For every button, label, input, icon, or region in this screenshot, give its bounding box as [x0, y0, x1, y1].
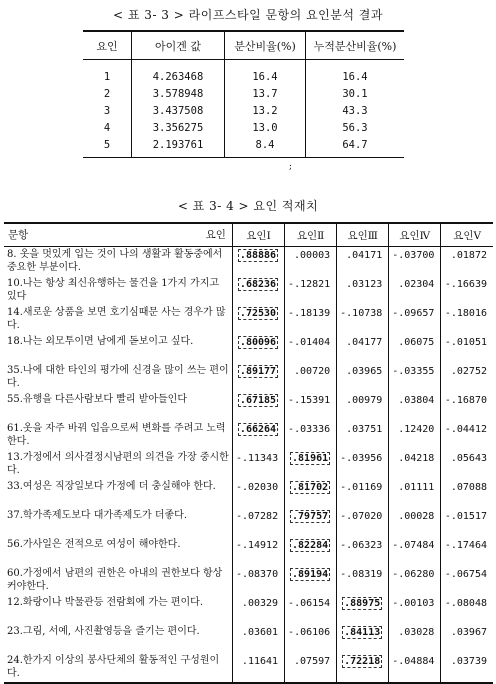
header-factor-4: 요인Ⅳ: [389, 223, 441, 247]
loading-cell: [337, 479, 389, 508]
loading-cell: [389, 595, 441, 624]
highlighted-loading: .89177: [239, 366, 277, 377]
loading-cell: [285, 624, 337, 653]
loading-cell: [441, 450, 493, 479]
item-text: 12.화랑이나 박물관등 전람회에 가는 편이다.: [7, 597, 204, 608]
loading-value: -.01051: [444, 337, 487, 348]
loading-value: -.11343: [235, 453, 279, 464]
table-cell: 4.263468: [132, 60, 225, 86]
header-item: 문항: [8, 229, 29, 241]
loading-cell: [337, 363, 389, 392]
loading-cell: [337, 392, 389, 421]
item-text: 35.나에 대한 타인의 평가에 신경을 많이 쓰는 편이다.: [7, 365, 229, 389]
loading-cell: [232, 334, 284, 363]
item-text: 8. 옷을 멋있게 입는 것이 나의 생활과 활동중에서 중요한 부분이다.: [7, 249, 223, 273]
table-cell: 5: [83, 136, 132, 158]
stray-mark: ;: [289, 162, 293, 172]
loading-value: .11641: [241, 656, 279, 667]
highlighted-loading: .81961: [292, 453, 329, 464]
loading-cell: [285, 653, 337, 683]
table1-header-row: [83, 31, 404, 60]
header-factor-5: 요인Ⅴ: [441, 223, 493, 247]
table-row: [4, 653, 493, 683]
header-factor-1: 요인Ⅰ: [232, 223, 284, 247]
loading-cell: [441, 392, 493, 421]
loading-cell: [441, 305, 493, 334]
highlighted-loading: .67185: [239, 395, 277, 406]
loading-cell: [337, 537, 389, 566]
table-row: [4, 392, 493, 421]
table-cell: 8.4: [225, 136, 306, 158]
loading-cell: [232, 624, 284, 653]
loading-cell: [441, 595, 493, 624]
item-text: 23.그림, 서예, 사진촬영등을 즐기는 편이다.: [7, 626, 200, 637]
table2-caption: < 표 3- 4 > 요인 적재치: [177, 199, 319, 213]
table-row: [4, 624, 493, 653]
loading-cell: [337, 624, 389, 653]
loading-value: -.03956: [340, 453, 383, 464]
loading-cell: [337, 305, 389, 334]
item-text: 18.나는 외모투이면 남에게 돋보이고 싶다.: [7, 336, 194, 347]
item-text: 14.새로운 상품을 보면 호기심때문 사는 경우가 많다.: [7, 307, 226, 331]
header-cumulative-ratio: 누적분산비율(%): [306, 31, 405, 60]
highlighted-loading: .72218: [344, 656, 381, 667]
loading-value: -.12821: [288, 279, 331, 290]
loading-value: -.15391: [288, 395, 331, 406]
loading-value: -.18139: [288, 308, 331, 319]
loading-value: -.04884: [392, 656, 435, 667]
table-cell: 1: [103, 70, 111, 83]
table-row: [83, 60, 404, 86]
loading-value: -.07484: [392, 540, 435, 551]
loading-cell: [389, 276, 441, 305]
table-row: [4, 450, 493, 479]
highlighted-loading: .82284: [292, 540, 329, 551]
table-cell: 30.1: [306, 85, 405, 102]
table-cell: 56.3: [306, 119, 405, 136]
loading-value: .07088: [450, 482, 487, 493]
loading-value: -.03336: [288, 424, 331, 435]
loading-cell: [232, 479, 284, 508]
loading-cell: [389, 305, 441, 334]
loading-cell: [441, 479, 493, 508]
loading-cell: [285, 508, 337, 537]
table-cell: 3.578948: [132, 85, 225, 102]
loading-value: -.10738: [340, 308, 383, 319]
loading-cell: [441, 537, 493, 566]
loading-cell: [337, 566, 389, 595]
highlighted-loading: .68236: [239, 279, 277, 290]
loading-value: -.02030: [235, 482, 279, 493]
loading-cell: [285, 392, 337, 421]
loading-cell: [337, 276, 389, 305]
loading-cell: [337, 653, 389, 683]
loading-value: .01111: [398, 482, 435, 493]
loading-value: .03965: [346, 366, 383, 377]
loading-value: .03804: [398, 395, 435, 406]
loading-cell: [389, 508, 441, 537]
item-text: 24.한가지 이상의 봉사단체의 활동적인 구성원이다.: [4, 653, 232, 683]
table-row: [83, 85, 404, 102]
loading-value: .03967: [450, 627, 487, 638]
loading-value: -.03700: [392, 250, 435, 261]
loading-value: .03601: [241, 627, 279, 638]
loading-value: -.03355: [392, 366, 435, 377]
loading-value: -.00103: [392, 598, 435, 609]
table-row: [83, 136, 404, 158]
table-cell: 43.3: [306, 102, 405, 119]
table-cell: 16.4: [225, 60, 306, 86]
highlighted-loading: .79757: [292, 511, 329, 522]
loading-cell: [337, 508, 389, 537]
loading-value: .05643: [450, 453, 487, 464]
loading-value: .04171: [346, 250, 383, 261]
loading-value: -.18016: [444, 308, 487, 319]
table-cell: 16.4: [306, 60, 405, 86]
highlighted-loading: .66264: [239, 424, 277, 435]
highlighted-loading: .89194: [292, 569, 329, 580]
item-text: 60.가정에서 남편의 권한은 아내의 권한보다 항상 커야한다.: [7, 568, 223, 592]
table-row: [4, 595, 493, 624]
loading-value: .04177: [346, 337, 383, 348]
loading-cell: [441, 247, 493, 277]
loading-value: -.09657: [392, 308, 435, 319]
item-text: 33.여성은 직장일보다 가정에 더 충실해야 한다.: [7, 481, 216, 492]
header-variance-ratio: 분산비율(%): [225, 31, 306, 60]
table-row: [4, 421, 493, 450]
loading-value: .02304: [398, 279, 435, 290]
loading-value: .00979: [346, 395, 383, 406]
loading-cell: [285, 537, 337, 566]
loading-cell: [232, 363, 284, 392]
highlighted-loading: .72530: [239, 308, 277, 319]
loading-cell: [441, 334, 493, 363]
highlighted-loading: .88975: [344, 598, 381, 609]
item-text: 56.가사일은 전적으로 여성이 해야한다.: [7, 539, 181, 550]
loading-cell: [285, 276, 337, 305]
loading-value: -.16639: [444, 279, 487, 290]
loading-value: -.07282: [235, 511, 279, 522]
header-item-factor: [4, 223, 232, 247]
table-cell: 64.7: [306, 136, 405, 158]
loading-value: .01872: [450, 250, 487, 261]
loading-cell: [232, 392, 284, 421]
loading-cell: [337, 421, 389, 450]
loading-value: .03123: [346, 279, 383, 290]
loading-cell: [232, 566, 284, 595]
table-row: [4, 247, 493, 277]
loading-cell: [441, 363, 493, 392]
table-row: [4, 479, 493, 508]
table-cell: 4: [103, 121, 111, 134]
header-factor: 요인: [83, 31, 132, 60]
highlighted-loading: .81702: [292, 482, 329, 493]
highlighted-loading: .80096: [239, 337, 277, 348]
table-row: [4, 305, 493, 334]
loading-cell: [337, 450, 389, 479]
loading-cell: [232, 653, 284, 683]
loading-value: -.06754: [444, 569, 487, 580]
table-cell: 13.0: [225, 119, 306, 136]
table2-header-row: [4, 223, 493, 247]
loading-cell: [232, 247, 284, 277]
loading-value: -.14912: [235, 540, 279, 551]
highlighted-loading: .88886: [239, 250, 277, 261]
table-row: [83, 102, 404, 119]
table-row: [83, 119, 404, 136]
loading-cell: [389, 450, 441, 479]
loading-cell: [232, 595, 284, 624]
loading-cell: [389, 247, 441, 277]
loading-value: -.01404: [288, 337, 331, 348]
loading-cell: [389, 653, 441, 683]
loading-cell: [441, 566, 493, 595]
loading-value: -.08048: [444, 598, 487, 609]
loading-cell: [337, 595, 389, 624]
loading-cell: [389, 566, 441, 595]
loading-cell: [232, 421, 284, 450]
table-cell: 3: [103, 104, 111, 117]
loading-value: .07597: [294, 656, 331, 667]
table-row: [4, 537, 493, 566]
header-factor-2: 요인Ⅱ: [285, 223, 337, 247]
table-row: [4, 276, 493, 305]
item-text: 55.유행을 다른사람보다 빨리 받아들인다: [7, 394, 187, 405]
loading-value: .00720: [294, 366, 331, 377]
loading-value: -.06280: [392, 569, 435, 580]
loading-cell: [285, 595, 337, 624]
loading-cell: [389, 537, 441, 566]
loading-value: .00003: [294, 250, 331, 261]
table-row: [4, 566, 493, 595]
loading-cell: [389, 363, 441, 392]
loading-value: .12420: [398, 424, 435, 435]
loading-value: -.17464: [444, 540, 487, 551]
loading-value: -.07020: [340, 511, 383, 522]
loading-cell: [441, 421, 493, 450]
loading-cell: [232, 508, 284, 537]
highlighted-loading: .84113: [344, 627, 381, 638]
eigenvalue-table: [83, 30, 404, 158]
loading-cell: [232, 276, 284, 305]
loading-value: -.08370: [235, 569, 279, 580]
item-text: 13.가정에서 의사결정시남편의 의견을 가장 중시한다.: [7, 452, 229, 476]
loading-cell: [441, 508, 493, 537]
loading-cell: [232, 537, 284, 566]
loading-cell: [232, 305, 284, 334]
loading-cell: [285, 566, 337, 595]
item-text: 10.나는 항상 최신유행하는 물건을 1가지 가지고 있다: [7, 278, 220, 302]
loading-value: -.16870: [444, 395, 487, 406]
table-row: [4, 508, 493, 537]
loading-cell: [337, 247, 389, 277]
loading-cell: [232, 450, 284, 479]
loading-value: -.08319: [340, 569, 383, 580]
header-eigenvalue: 아이겐 값: [132, 31, 225, 60]
header-factor-3: 요인Ⅲ: [337, 223, 389, 247]
table-row: [4, 334, 493, 363]
loading-value: -.06106: [288, 627, 331, 638]
loading-value: .03739: [450, 656, 487, 667]
item-text: 37.학가족제도보다 대가족제도가 더좋다.: [7, 510, 187, 521]
loading-cell: [441, 653, 493, 683]
loading-cell: [337, 334, 389, 363]
table-cell: 3.356275: [132, 119, 225, 136]
loading-value: .03751: [346, 424, 383, 435]
loading-value: -.01517: [444, 511, 487, 522]
loading-value: -.06323: [340, 540, 383, 551]
loading-cell: [285, 450, 337, 479]
loading-cell: [441, 276, 493, 305]
loading-cell: [441, 624, 493, 653]
factor-loading-table: [4, 222, 493, 684]
loading-cell: [389, 421, 441, 450]
loading-cell: [285, 479, 337, 508]
table-row: [4, 363, 493, 392]
loading-cell: [389, 392, 441, 421]
loading-value: -.04412: [444, 424, 487, 435]
loading-cell: [285, 421, 337, 450]
loading-value: .00028: [398, 511, 435, 522]
table1-caption: < 표 3- 3 > 라이프스타일 문항의 요인분석 결과: [113, 8, 383, 22]
loading-value: .03028: [398, 627, 435, 638]
table-cell: 13.7: [225, 85, 306, 102]
loading-value: .06075: [398, 337, 435, 348]
table-cell: 13.2: [225, 102, 306, 119]
loading-cell: [389, 334, 441, 363]
loading-cell: [389, 624, 441, 653]
header-factor-label: 요인: [205, 229, 226, 241]
table-cell: 2.193761: [132, 136, 225, 158]
loading-cell: [285, 305, 337, 334]
loading-value: -.01169: [340, 482, 383, 493]
loading-cell: [285, 334, 337, 363]
loading-value: -.06154: [288, 598, 331, 609]
loading-cell: [389, 479, 441, 508]
loading-value: .00329: [241, 598, 279, 609]
item-text: 61.옷을 자주 바꿔 입음으로써 변화를 주려고 노력한다.: [7, 423, 226, 447]
loading-cell: [285, 363, 337, 392]
loading-cell: [285, 247, 337, 277]
table-cell: 3.437508: [132, 102, 225, 119]
loading-value: .04218: [398, 453, 435, 464]
table-cell: 2: [103, 87, 111, 100]
loading-value: .02752: [450, 366, 487, 377]
